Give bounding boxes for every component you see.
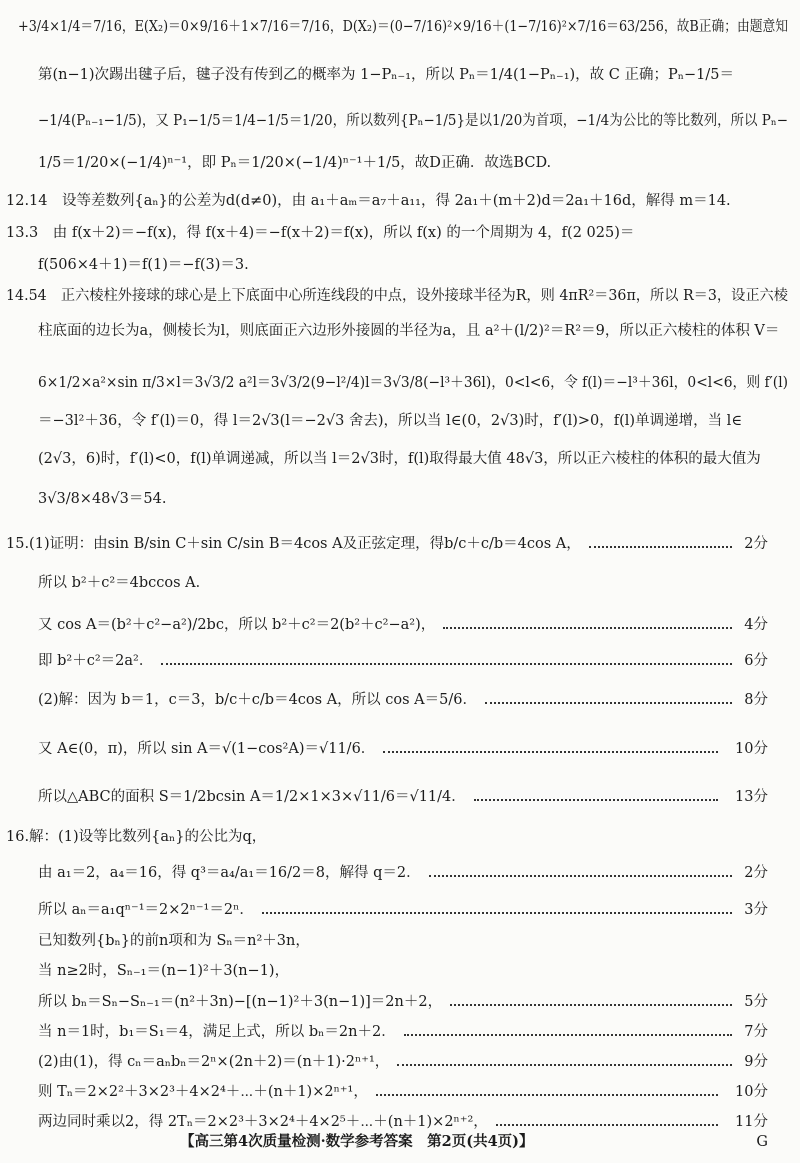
text-line <box>0 572 800 594</box>
text-line <box>0 991 800 1013</box>
leader-dots <box>589 546 732 548</box>
text-line <box>0 320 800 342</box>
score-label: 6分 <box>744 653 768 669</box>
text-line <box>0 786 800 808</box>
line-text: f(506×4＋1)＝f(1)＝−f(3)＝3. <box>38 257 249 273</box>
line-text: −1/4(Pₙ₋₁−1/5)，又 P₁−1/5＝1/4−1/5＝1/20，所以数列{Pₙ−1/5}是以1/20为首项，−1/4为公比的等比数列，所以 Pₙ− <box>38 113 788 129</box>
line-text: +3/4×1/4＝7/16，E(X₂)＝0×9/16＋1×7/16＝7/16，D(X₂)＝(0−7/16)²×9/16＋(1−7/16)²×7/16＝63/256，故B正确；由题意知 <box>18 19 788 35</box>
score-label: 5分 <box>744 994 768 1010</box>
footer-text: 【高三第4次质量检测·数学参考答案 第2页(共4页)】 <box>180 1133 534 1150</box>
line-text: 15.(1)证明：由sin B/sin C＋sin C/sin B＝4cos A及正弦定理，得b/c＋c/b＝4cos A， <box>6 536 581 552</box>
leader-dots <box>429 875 732 877</box>
text-line <box>0 190 800 212</box>
leader-dots <box>383 751 718 753</box>
footer-mark: G <box>756 1134 768 1150</box>
line-text: 14.54 正六棱柱外接球的球心是上下底面中心所连线段的中点，设外接球半径为R，则 4πR²＝36π，所以 R＝3，设正六棱 <box>6 288 788 304</box>
text-line <box>0 110 800 132</box>
line-text: 已知数列{bₙ}的前n项和为 Sₙ＝n²＋3n， <box>38 933 310 949</box>
page-footer <box>0 1130 800 1154</box>
leader-dots <box>474 799 718 801</box>
line-text: 1/5＝1/20×(−1/4)ⁿ⁻¹，即 Pₙ＝1/20×(−1/4)ⁿ⁻¹＋1/5，故D正确．故选BCD. <box>38 155 552 171</box>
text-line <box>0 1051 800 1073</box>
score-label: 9分 <box>744 1054 768 1070</box>
line-text: 12.14 设等差数列{aₙ}的公差为d(d≠0)，由 a₁＋aₘ＝a₇＋a₁₁，得 2a₁＋(m＋2)d＝2a₁＋16d，解得 m＝14. <box>6 193 731 209</box>
line-text: 由 a₁＝2，a₄＝16，得 q³＝a₄/a₁＝16/2＝8，解得 q＝2． <box>38 865 421 881</box>
line-text: 则 Tₙ＝2×2²＋3×2³＋4×2⁴＋⋯＋(n＋1)×2ⁿ⁺¹， <box>38 1084 368 1100</box>
line-text: 3√3/8×48√3＝54. <box>38 491 167 507</box>
line-text: (2√3，6)时，f′(l)<0，f(l)单调递减，所以当 l＝2√3时，f(l)取得最大值 48√3，所以正六棱柱的体积的最大值为 <box>38 451 761 467</box>
text-line <box>0 650 800 672</box>
text-line <box>0 862 800 884</box>
line-text: 又 A∈(0，π)，所以 sin A＝√(1−cos²A)＝√11/6． <box>38 741 376 757</box>
text-line <box>0 16 800 38</box>
leader-dots <box>485 702 732 704</box>
text-line <box>0 372 800 394</box>
line-text: (2)解：因为 b＝1，c＝3，b/c＋c/b＝4cos A，所以 cos A＝5/6． <box>38 692 477 708</box>
leader-dots <box>443 627 732 629</box>
leader-dots <box>262 912 732 914</box>
line-text: 16.解：(1)设等比数列{aₙ}的公比为q， <box>6 829 267 845</box>
line-text: 当 n≥2时，Sₙ₋₁＝(n−1)²＋3(n−1)， <box>38 963 290 979</box>
line-text: (2)由(1)，得 cₙ＝aₙbₙ＝2ⁿ×(2n＋2)＝(n＋1)·2ⁿ⁺¹， <box>38 1054 390 1070</box>
line-text: 6×1/2×a²×sin π/3×l＝3√3/2 a²l＝3√3/2(9−l²/4)l＝3√3/8(−l³＋36l)，0<l<6，令 f(l)＝−l³＋36l，0<l<6，则 f′(l) <box>38 375 788 391</box>
text-line <box>0 930 800 952</box>
line-text: 第(n−1)次踢出毽子后，毽子没有传到乙的概率为 1−Pₙ₋₁，所以 Pₙ＝1/4(1−Pₙ₋₁)，故 C 正确；Pₙ−1/5＝ <box>38 67 734 83</box>
text-line <box>0 899 800 921</box>
score-label: 2分 <box>744 865 768 881</box>
line-text: 又 cos A＝(b²＋c²−a²)/2bc，所以 b²＋c²＝2(b²＋c²−a²)， <box>38 617 436 633</box>
text-line <box>0 152 800 174</box>
leader-dots <box>397 1064 732 1066</box>
text-line <box>0 1021 800 1043</box>
text-line <box>0 222 800 244</box>
score-label: 13分 <box>735 789 768 805</box>
score-label: 2分 <box>744 536 768 552</box>
leader-dots <box>496 1124 718 1126</box>
score-label: 4分 <box>744 617 768 633</box>
score-label: 10分 <box>735 741 768 757</box>
leader-dots <box>376 1094 718 1096</box>
line-text: 所以 bₙ＝Sₙ−Sₙ₋₁＝(n²＋3n)−[(n−1)²＋3(n−1)]＝2n＋2， <box>38 994 443 1010</box>
text-line <box>0 488 800 510</box>
line-text: 即 b²＋c²＝2a²． <box>38 653 154 669</box>
text-line <box>0 448 800 470</box>
line-text: 所以 b²＋c²＝4bccos A． <box>38 575 211 591</box>
score-label: 7分 <box>744 1024 768 1040</box>
text-line <box>0 1081 800 1103</box>
text-line <box>0 826 800 848</box>
line-text: 柱底面的边长为a，侧棱长为l，则底面正六边形外接圆的半径为a，且 a²＋(l/2)²＝R²＝9，所以正六棱柱的体积 V＝ <box>38 323 780 339</box>
text-line <box>0 960 800 982</box>
line-text: 13.3 由 f(x＋2)＝−f(x)，得 f(x＋4)＝−f(x＋2)＝f(x)，所以 f(x) 的一个周期为 4，f(2 025)＝ <box>6 225 635 241</box>
text-line <box>0 410 800 432</box>
line-text: 所以△ABC的面积 S＝1/2bcsin A＝1/2×1×3×√11/6＝√11/4． <box>38 789 466 805</box>
line-text: 当 n＝1时，b₁＝S₁＝4，满足上式，所以 bₙ＝2n＋2． <box>38 1024 396 1040</box>
leader-dots <box>450 1004 732 1006</box>
score-label: 10分 <box>735 1084 768 1100</box>
text-line <box>0 533 800 555</box>
score-label: 8分 <box>744 692 768 708</box>
leader-dots <box>161 663 732 665</box>
text-line <box>0 285 800 307</box>
line-text: 所以 aₙ＝a₁qⁿ⁻¹＝2×2ⁿ⁻¹＝2ⁿ． <box>38 902 254 918</box>
line-text: 两边同时乘以2，得 2Tₙ＝2×2³＋3×2⁴＋4×2⁵＋⋯＋(n＋1)×2ⁿ⁺²， <box>38 1114 488 1130</box>
line-text: ＝−3l²＋36，令 f′(l)＝0，得 l＝2√3(l＝−2√3 舍去)，所以当 l∈(0，2√3)时，f′(l)>0，f(l)单调递增，当 l∈ <box>38 413 743 429</box>
text-line <box>0 64 800 86</box>
text-line <box>0 614 800 636</box>
text-line <box>0 254 800 276</box>
score-label: 11分 <box>735 1114 768 1130</box>
leader-dots <box>404 1034 732 1036</box>
text-line <box>0 738 800 760</box>
score-label: 3分 <box>744 902 768 918</box>
text-line <box>0 689 800 711</box>
